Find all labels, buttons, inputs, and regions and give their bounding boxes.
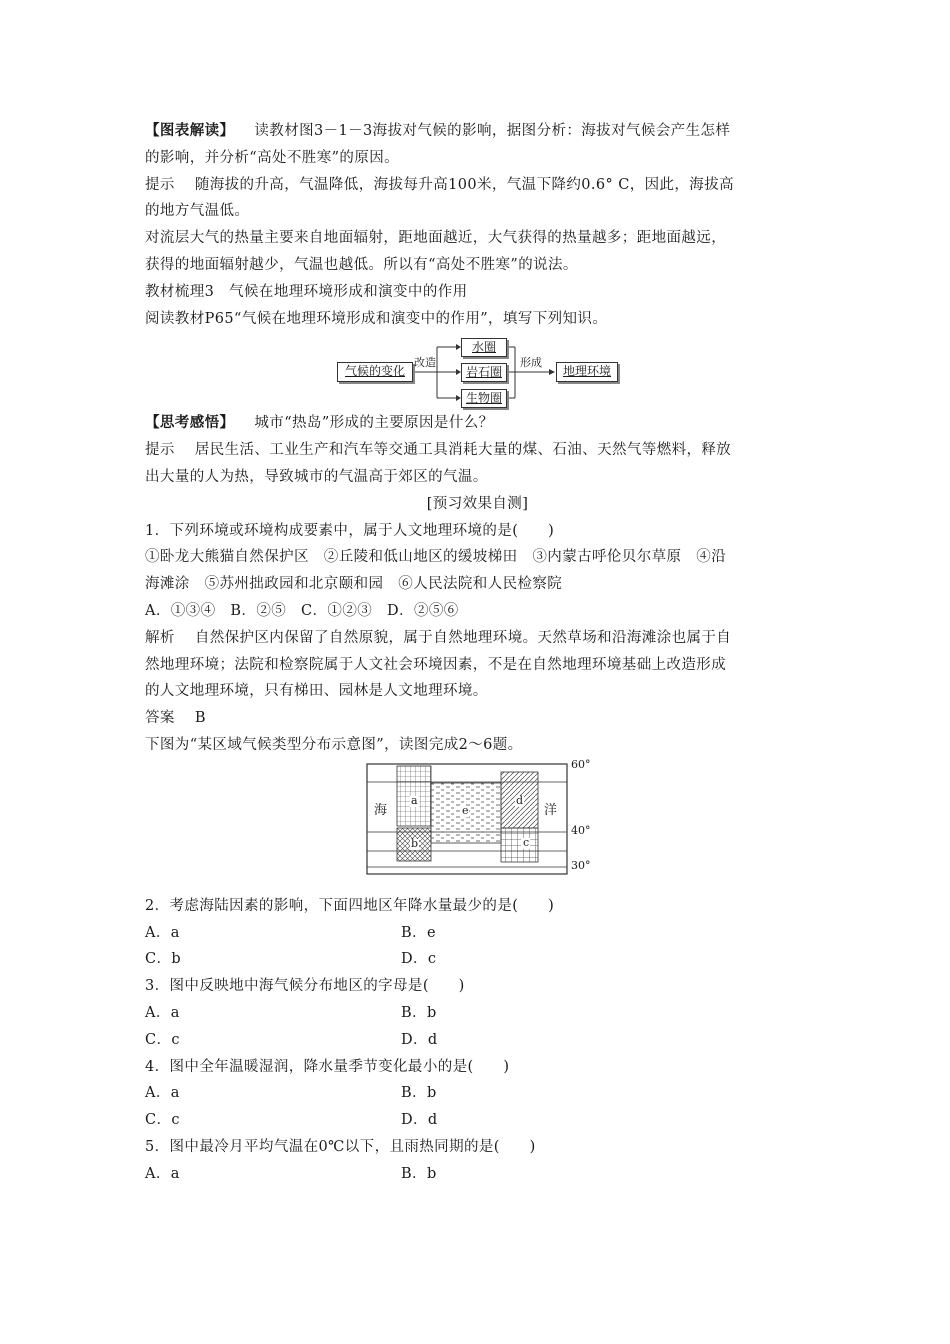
flow-target-box: 地理环境 <box>556 362 618 382</box>
question-3-stem: 3．图中反映地中海气候分布地区的字母是( ) <box>145 978 465 995</box>
instruction-text: 阅读教材P65“气候在地理环境形成和演变中的作用”，填写下列知识。 <box>145 310 608 327</box>
analysis-label: 解析 <box>145 629 175 646</box>
question-1-answer: 答案 B <box>145 710 206 727</box>
climate-distribution-map <box>145 757 810 891</box>
reflection-heading: 【思考感悟】 <box>145 414 235 432</box>
question-1-items: 海滩涂 ⑤苏州拙政园和北京颐和园 ⑥人民法院和人民检察院 <box>145 576 563 593</box>
reflection-hint-line2: 出大量的人为热，导致城市的气温高于郊区的气温。 <box>145 468 488 485</box>
self-test-title: [预习效果自测] <box>426 495 529 512</box>
map-label-sea-left: 海 <box>374 802 388 818</box>
hint-line1: 提示 随海拔的升高，气温降低，海拔每升高100米，气温下降约0.6° C，因此，海拔高 <box>145 176 734 193</box>
flow-source-box: 气候的变化 <box>337 362 413 382</box>
option-a[interactable]: A．a <box>145 1004 180 1021</box>
map-label-a: a <box>411 793 418 807</box>
option-a[interactable]: A．a <box>145 924 180 941</box>
question-2-stem: 2．考虑海陆因素的影响，下面四地区年降水量最少的是( ) <box>145 897 555 914</box>
lat-label-60: 60° <box>571 757 591 771</box>
hint-line2: 的地方气温低。 <box>145 203 250 220</box>
region-c <box>501 828 538 862</box>
chart-reading-question-line2: 的影响，并分析“高处不胜寒”的原因。 <box>145 149 400 166</box>
map-label-e: e <box>462 803 469 817</box>
question-1-stem: 1．下列环境或环境构成要素中，属于人文地理环境的是( ) <box>145 522 555 539</box>
question-2-options-row1 <box>145 920 810 947</box>
option-d[interactable]: D．c <box>401 951 437 968</box>
map-label-d: d <box>516 793 524 807</box>
reflection-question: 【思考感悟】 城市“热岛”形成的主要原因是什么？ <box>145 414 494 432</box>
hint-label: 提示 <box>145 442 175 459</box>
climate-flow-diagram <box>145 336 810 408</box>
option-a[interactable]: A．a <box>145 1085 180 1102</box>
reflection-hint-line1: 提示 居民生活、工业生产和汽车等交通工具消耗大量的煤、石油、天然气等燃料，释放 <box>145 442 732 459</box>
figure-intro: 下图为“某区域气候类型分布示意图”，读图完成2～6题。 <box>145 736 523 753</box>
map-label-sea-right: 洋 <box>544 802 558 818</box>
lat-label-30: 30° <box>571 858 591 872</box>
question-5-options-row1 <box>145 1161 810 1188</box>
section-title: 教材梳理3 气候在地理环境形成和演变中的作用 <box>145 283 468 300</box>
climate-map-svg <box>145 761 810 891</box>
question-4-options-row2 <box>145 1107 810 1134</box>
flow-verb-transform: 改造 <box>414 356 436 370</box>
flow-sphere-lithosphere: 岩石圈 <box>461 363 507 382</box>
question-5-stem: 5．图中最冷月平均气温在0℃以下，且雨热同期的是( ) <box>145 1138 536 1155</box>
option-b[interactable]: B．b <box>401 1165 437 1182</box>
lat-label-40: 40° <box>571 823 591 837</box>
option-a[interactable]: A．a <box>145 1165 180 1182</box>
map-label-b: b <box>411 836 419 850</box>
question-1-analysis: 然地理环境；法院和检察院属于人文社会环境因素，不是在自然地理环境基础上改造形成 <box>145 656 727 673</box>
flow-sphere-hydrosphere: 水圈 <box>461 338 507 357</box>
answer-label: 答案 <box>145 710 175 727</box>
question-4-options-row1 <box>145 1080 810 1107</box>
question-1-analysis: 解析 自然保护区内保留了自然原貌，属于自然地理环境。天然草场和沿海滩涂也属于自 <box>145 629 732 646</box>
question-4-stem: 4．图中全年温暖湿润，降水量季节变化最小的是( ) <box>145 1058 510 1075</box>
chart-reading-heading: 【图表解读】 <box>145 122 235 139</box>
option-b[interactable]: B．b <box>401 1004 437 1021</box>
paragraph-line: 对流层大气的热量主要来自地面辐射，距地面越近，大气获得的热量越多；距地面越远， <box>145 230 727 247</box>
option-b[interactable]: B．b <box>401 1085 437 1102</box>
chart-reading-question-line1: 【图表解读】 读教材图3－1－3海拔对气候的影响，据图分析：海拔对气候会产生怎样 <box>145 122 731 139</box>
map-label-c: c <box>523 835 530 849</box>
question-1-analysis: 的人文地理环境，只有梯田、园林是人文地理环境。 <box>145 683 488 700</box>
flow-verb-form: 形成 <box>520 356 542 370</box>
question-3-options-row2 <box>145 1027 810 1054</box>
option-d[interactable]: D．d <box>401 1031 438 1048</box>
question-1-items: ①卧龙大熊猫自然保护区 ②丘陵和低山地区的缓坡梯田 ③内蒙古呼伦贝尔草原 ④沿 <box>145 549 727 566</box>
document-page <box>145 118 810 1188</box>
option-c[interactable]: C．c <box>145 1112 180 1129</box>
option-b[interactable]: B．e <box>401 924 436 941</box>
option-c[interactable]: C．b <box>145 951 182 968</box>
question-1-options: A．①③④ B．②⑤ C．①②③ D．②⑤⑥ <box>145 602 459 619</box>
question-3-options-row1 <box>145 1000 810 1027</box>
paragraph-line: 获得的地面辐射越少，气温也越低。所以有“高处不胜寒”的说法。 <box>145 256 578 273</box>
hint-label: 提示 <box>145 176 175 193</box>
option-d[interactable]: D．d <box>401 1112 438 1129</box>
question-2-options-row2 <box>145 946 810 973</box>
flow-sphere-biosphere: 生物圈 <box>461 389 507 408</box>
option-c[interactable]: C．c <box>145 1031 180 1048</box>
